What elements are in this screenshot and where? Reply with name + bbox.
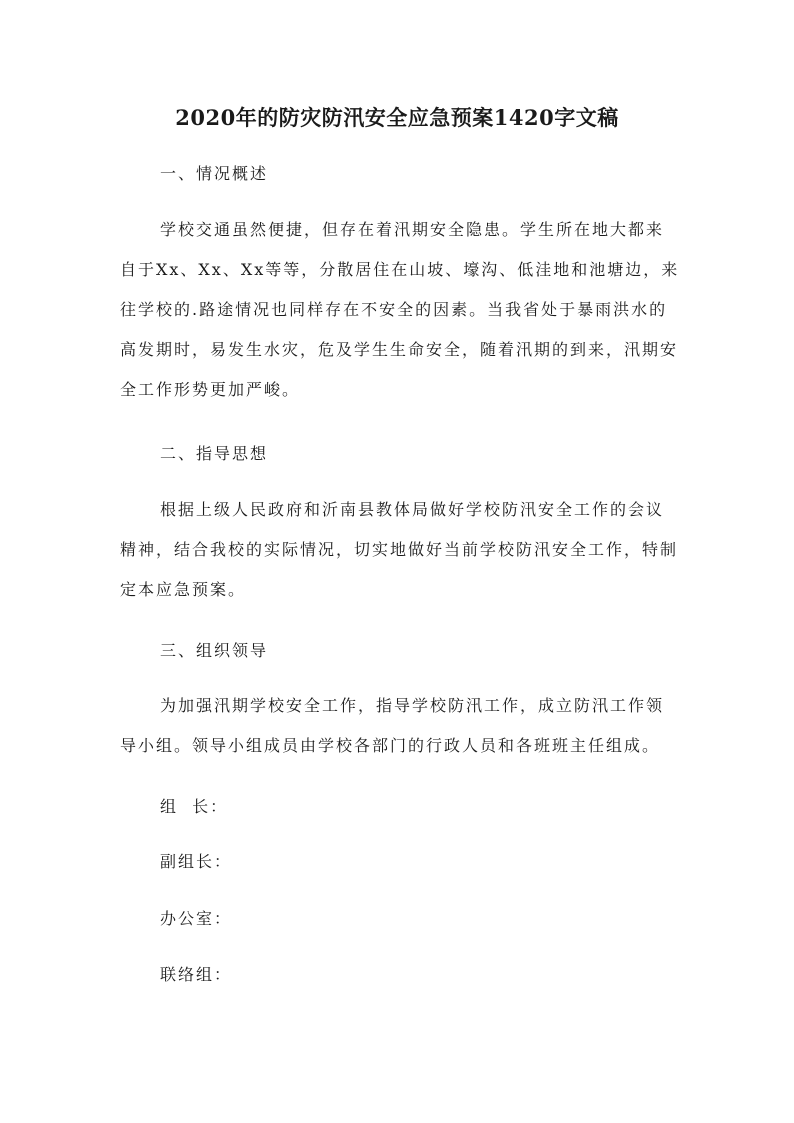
section-heading-overview: 一、情况概述 — [160, 164, 269, 183]
section-paragraph-overview: 学校交通虽然便捷，但存在着汛期安全隐患。学生所在地大都来自于Xx、Xx、Xx等等，分散居住在山坡、壕沟、低洼地和池塘边，来往学校的.路途情况也同样存在不安全的因素。当我省处于暴雨洪水的高发期时，易发生水灾，危及学生生命安全，随着汛期的到来，汛期安全工作形势更加严峻。 — [120, 220, 680, 399]
section-heading-guiding-principle: 二、指导思想 — [160, 444, 269, 463]
section-paragraph-organization: 为加强汛期学校安全工作，指导学校防汛工作，成立防汛工作领导小组。领导小组成员由学校各部门的行政人员和各班班主任组成。 — [120, 696, 665, 755]
role-deputy-leader: 副组长： — [160, 852, 233, 871]
section-heading-organization: 三、组织领导 — [160, 641, 269, 660]
role-office: 办公室： — [160, 909, 233, 928]
role-leader: 组 长： — [160, 797, 229, 816]
section-paragraph-guiding-principle: 根据上级人民政府和沂南县教体局做好学校防汛安全工作的会议精神，结合我校的实际情况，切实地做好当前学校防汛安全工作，特制定本应急预案。 — [120, 500, 679, 599]
role-liaison-group: 联络组： — [160, 965, 233, 984]
document-title: 2020年的防灾防汛安全应急预案1420字文稿 — [175, 105, 619, 130]
